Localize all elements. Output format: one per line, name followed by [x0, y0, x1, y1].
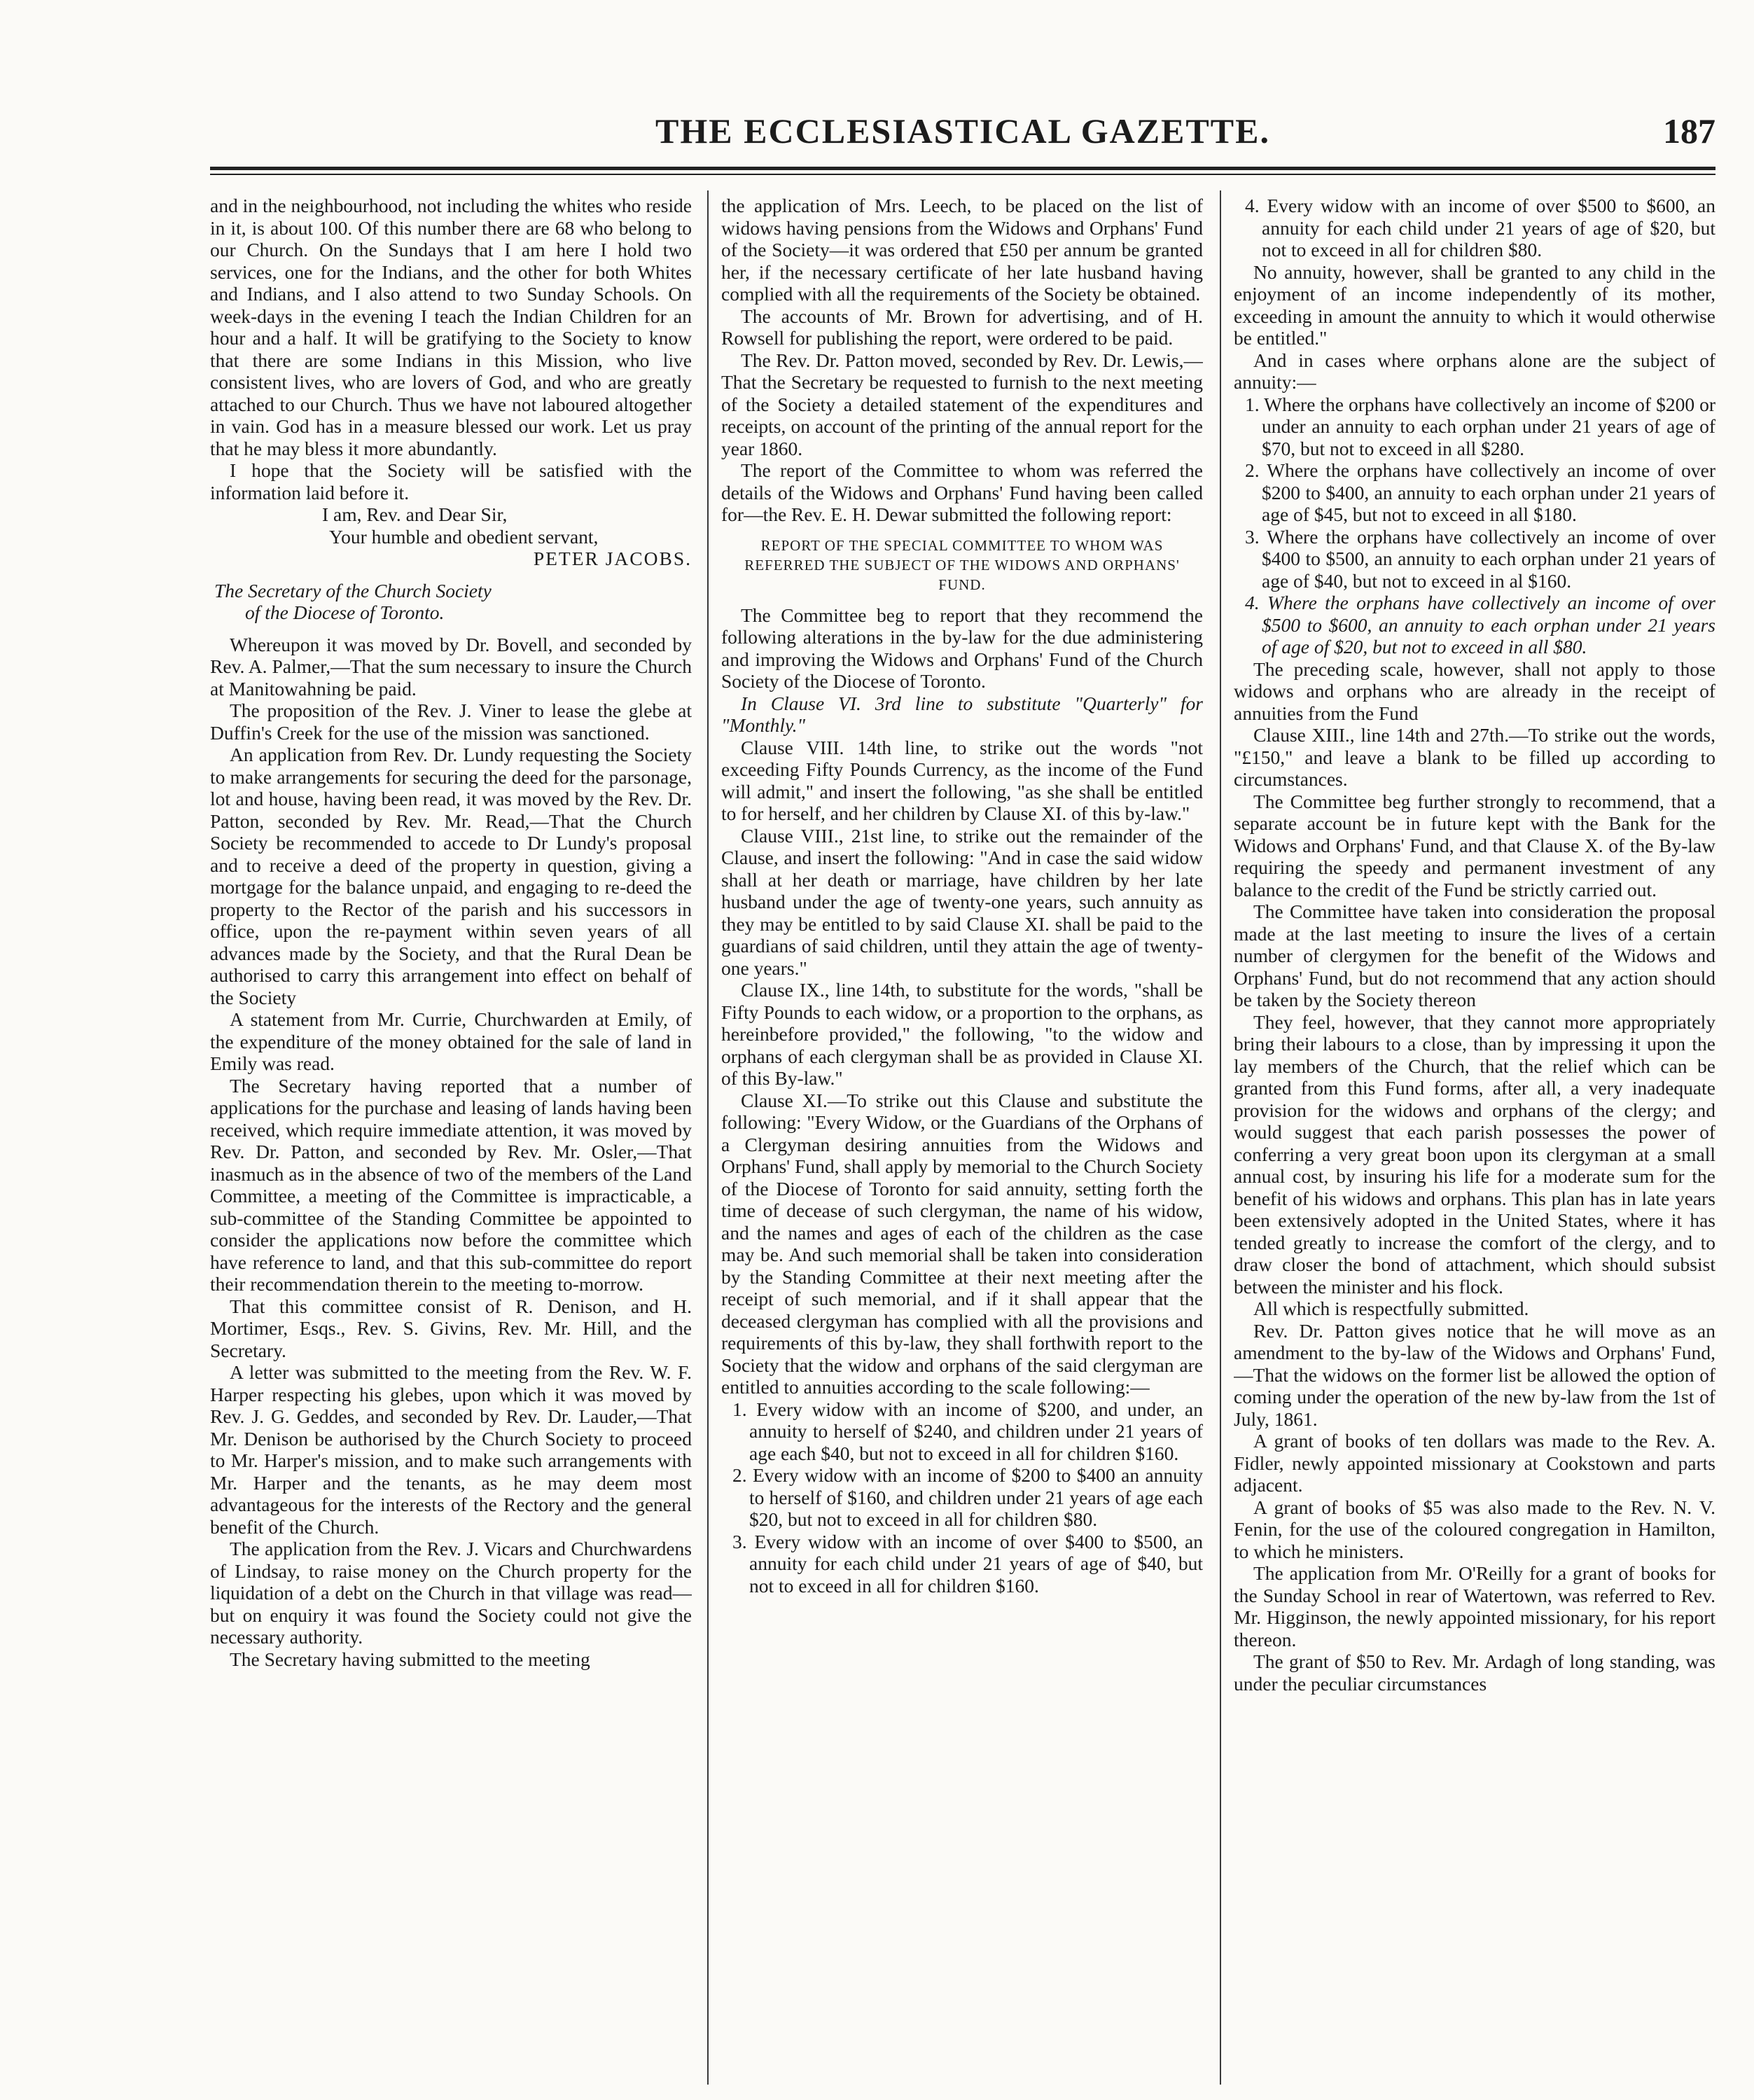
- list-item: 1. Where the orphans have collectively an income of $200 or under an annuity to each orphan under 21 years of age of $70, but not to exceed in all $280.: [1245, 393, 1715, 459]
- list-item: 4. Every widow with an income of over $500 to $600, an annuity for each child under 21 years of age of $20, but not to exceed in all for children $80.: [1245, 195, 1715, 260]
- column-divider-right: [1220, 190, 1221, 2085]
- paragraph: All which is respectfully submitted.: [1253, 1298, 1529, 1319]
- report-heading: REPORT OF THE SPECIAL COMMITTEE TO WHOM WAS REFERRED THE SUBJECT OF THE WIDOWS AND ORPHANS' FUND.: [744, 536, 1180, 593]
- paragraph: A grant of books of $5 was also made to the Rev. N. V. Fenin, for the use of the coloured congregation in Hamilton, to which he ministers.: [1234, 1496, 1715, 1562]
- paragraph: the application of Mrs. Leech, to be placed on the list of widows having pensions from the Widows and Orphans' Fund of the Society—it was ordered that £50 per annum be granted her, if the necessary certificate of her late husband having complied with all the requirements of the Society be obtained.: [721, 195, 1203, 305]
- paragraph: And in cases where orphans alone are the subject of annuity:—: [1234, 349, 1715, 393]
- paragraph: The Committee beg to report that they recommend the following alterations in the by-law for the due administering and improving the Widows and Orphans' Fund of the Church Society of the Diocese of Toronto.: [721, 604, 1203, 692]
- list-item: 3. Every widow with an income of over $400 to $500, an annuity for each child under 21 years of age of $40, but not to exceed in all for children $160.: [732, 1530, 1203, 1597]
- page-number: 187: [1663, 111, 1715, 151]
- paragraph: Clause VIII., 21st line, to strike out the remainder of the Clause, and insert the following: "And in case the said widow shall at her death or marriage, have children by her late husband under the age of twenty-one years, such annuity as they may be entitled to by said Clause XI. shall be paid to the guardians of said children, until they attain the age of twenty-one years.": [721, 824, 1203, 979]
- paragraph: No annuity, however, shall be granted to any child in the enjoyment of an income independently of its mother, exceeding in amount the annuity to which it would otherwise be entitled.": [1234, 260, 1715, 349]
- paragraph: The proposition of the Rev. J. Viner to lease the glebe at Duffin's Creek for the use of the mission was sanctioned.: [210, 700, 692, 744]
- header-rule-thick: [210, 167, 1715, 170]
- paragraph: A statement from Mr. Currie, Churchwarden at Emily, of the expenditure of the money obtained for the sale of land in Emily was read.: [210, 1008, 692, 1074]
- paragraph: Clause XI.—To strike out this Clause and substitute the following: "Every Widow, or the Guardians of the Orphans of a Clergyman desiring annuities from the Widows and Orphans' Fund, shall apply by memorial to the Church Society of the Diocese of Toronto for said annuity, setting forth the time of decease of such clergyman, the name of his widow, and the names and ages of each of the children as the case may be. And such memorial shall be taken into consideration by the Standing Committee at their next meeting after the receipt of such memorial, and if it shall appear that the deceased clergyman has complied with all the provisions and requirements of this by-law, they shall forthwith report to the Society that the widow and orphans of the said clergyman are entitled to annuities according to the scale following:—: [721, 1089, 1203, 1398]
- gazette-title: THE ECCLESIASTICAL GAZETTE.: [655, 111, 1270, 151]
- paragraph: The grant of $50 to Rev. Mr. Ardagh of long standing, was under the peculiar circumstances: [1234, 1650, 1715, 1695]
- page-header: [210, 105, 1715, 161]
- paragraph: The application from the Rev. J. Vicars and Churchwardens of Lindsay, to raise money on the Church property for the liquidation of a debt on the Church in that village was read—but on enquiry it was found the Society could not give the necessary authority.: [210, 1538, 692, 1648]
- list-item: 1. Every widow with an income of $200, and under, an annuity to herself of $240, and children under 21 years of age each $40, but not to exceed in all for children $160.: [732, 1398, 1203, 1464]
- list-item: 2. Where the orphans have collectively an income of over $200 to $400, an annuity to each orphan under 21 years of age of $45, but not to exceed in all $180.: [1245, 459, 1715, 525]
- letter-salutation: I am, Rev. and Dear Sir,: [322, 503, 508, 525]
- column-2: [721, 195, 1203, 2085]
- paragraph: That this committee consist of R. Denison, and H. Mortimer, Esqs., Rev. S. Givins, Rev. Mr. Hill, and the Secretary.: [210, 1295, 692, 1361]
- paragraph: I hope that the Society will be satisfied with the information laid before it.: [210, 459, 692, 503]
- paragraph: Clause IX., line 14th, to substitute for the words, "shall be Fifty Pounds to each widow, or a proportion to the orphans, as hereinbefore provided," the following, "to the widow and orphans of each clergyman shall be as provided in Clause XI. of this By-law.": [721, 979, 1203, 1089]
- paragraph: A grant of books of ten dollars was made to the Rev. A. Fidler, newly appointed missionary at Cookstown and parts adjacent.: [1234, 1430, 1715, 1496]
- paragraph: The report of the Committee to whom was referred the details of the Widows and Orphans' Fund having been called for—the Rev. E. H. Dewar submitted the following report:: [721, 459, 1203, 525]
- paragraph: The Secretary having submitted to the meeting: [230, 1648, 590, 1670]
- paragraph: The Committee beg further strongly to recommend, that a separate account be in future kept with the Bank for the Widows and Orphans' Fund, and that Clause X. of the By-law requiring the speedy and permanent investment of any balance to the credit of the Fund be strictly carried out.: [1234, 790, 1715, 901]
- paragraph: Clause XIII., line 14th and 27th.—To strike out the words, "£150," and leave a blank to be filled up according to circumstances.: [1234, 724, 1715, 790]
- column-3: [1234, 195, 1715, 2085]
- paragraph: The Rev. Dr. Patton moved, seconded by Rev. Dr. Lewis,—That the Secretary be requested to furnish to the next meeting of the Society a detailed statement of the expenditures and receipts, on account of the printing of the annual report for the year 1860.: [721, 349, 1203, 459]
- paragraph: Whereupon it was moved by Dr. Bovell, and seconded by Rev. A. Palmer,—That the sum necessary to insure the Church at Manitowahning be paid.: [210, 633, 692, 700]
- list-item: 3. Where the orphans have collectively an income of over $400 to $500, an annuity to each orphan under 21 years of age of $40, but not to exceed in al $160.: [1245, 525, 1715, 592]
- paragraph: The Secretary having reported that a number of applications for the purchase and leasing of lands having been received, which require immediate attention, it was moved by Rev. Dr. Patton, and seconded by Rev. Mr. Osler,—That inasmuch as in the absence of two of the members of the Land Committee, a meeting of the Committee is impracticable, a sub-committee of the Standing Committee be appointed to consider the applications now before the committee which have reference to land, and that this sub-committee do report their recommendation therein to the meeting to-morrow.: [210, 1074, 692, 1295]
- paragraph: The application from Mr. O'Reilly for a grant of books for the Sunday School in rear of Watertown, was referred to Rev. Mr. Higginson, the newly appointed missionary, for his report thereon.: [1234, 1562, 1715, 1650]
- paragraph: An application from Rev. Dr. Lundy requesting the Society to make arrangements for securing the deed for the parsonage, lot and house, having been read, it was moved by the Rev. Dr. Patton, seconded by Rev. Mr. Read,—That the Church Society be recommended to accede to Dr Lundy's proposal and to receive a deed of the property in question, giving a mortgage for the balance unpaid, and engaging to re-deed the property to the Rector of the parish and his successors in office, upon the re-payment within seven years of all advances made by the Society, and that the Rural Dean be authorised to carry this arrangement into effect on behalf of the Society: [210, 744, 692, 1008]
- letter-addressee-line-2: of the Diocese of Toronto.: [245, 602, 445, 623]
- paragraph: They feel, however, that they cannot more appropriately bring their labours to a close, than by impressing it upon the lay members of the Church, that the relief which can be granted from this Fund forms, after all, a very inadequate provision for the widows and orphans of the clergy; and would suggest that each parish possesses the power of conferring a very great boon upon its clergyman at a small annual cost, by insuring his life for a moderate sum for the benefit of his widows and orphans. This plan has in late years been extensively adopted in the United States, where it has tended greatly to increase the comfort of the clergy, and to draw closer the bond of attachment, which should subsist between the minister and his flock.: [1234, 1010, 1715, 1298]
- letter-signature: PETER JACOBS.: [533, 548, 692, 569]
- letter-addressee: The Secretary of the Church Society: [214, 579, 492, 602]
- paragraph: In Clause VI. 3rd line to substitute "Quarterly" for "Monthly.": [721, 692, 1203, 736]
- letter-closing: Your humble and obedient servant,: [329, 525, 599, 548]
- paragraph: The preceding scale, however, shall not apply to those widows and orphans who are already in the receipt of annuities from the Fund: [1234, 658, 1715, 724]
- paragraph: The Committee have taken into consideration the proposal made at the last meeting to insure the lives of a certain number of clergymen for the benefit of the Widows and Orphans' Fund, but do not recommend that any action should be taken by the Society thereon: [1234, 901, 1715, 1010]
- paragraph: and in the neighbourhood, not including the whites who reside in it, is about 100. Of this number there are 68 who belong to our Church. On the Sundays that I am here I hold two services, one for the Indians, and the other for both Whites and Indians, and I also attend to two Sunday Schools. On week-days in the evening I teach the Indian Children for an hour and a half. It will be gratifying to the Society to know that there are some Indians in this Mission, who live consistent lives, who are lovers of God, and who are greatly attached to our Church. Thus we have not laboured altogether in vain. God has in a measure blessed our work. Let us pray that he may bless it more abundantly.: [210, 195, 692, 459]
- paragraph: A letter was submitted to the meeting from the Rev. W. F. Harper respecting his glebes, upon which it was moved by Rev. J. G. Geddes, and seconded by Rev. Dr. Lauder,—That Mr. Denison be authorised by the Church Society to proceed to Mr. Harper's mission, and to make such arrangements with Mr. Harper and the tenants, as he may deem most advantageous for the interests of the Rectory and the general benefit of the Church.: [210, 1361, 692, 1538]
- header-rule-thin: [210, 174, 1715, 175]
- paragraph: Rev. Dr. Patton gives notice that he will move as an amendment to the by-law of the Widows and Orphans' Fund,—That the widows on the former list be allowed the option of coming under the operation of the new by-law from the 1st of July, 1861.: [1234, 1319, 1715, 1430]
- column-divider-left: [707, 190, 709, 2085]
- list-item: 2. Every widow with an income of $200 to $400 an annuity to herself of $160, and children under 21 years of age each $20, but not to exceed in all for children $80.: [732, 1464, 1203, 1530]
- column-1: [210, 195, 692, 2085]
- paragraph: The accounts of Mr. Brown for advertising, and of H. Rowsell for publishing the report, were ordered to be paid.: [721, 305, 1203, 349]
- paragraph: Clause VIII. 14th line, to strike out the words "not exceeding Fifty Pounds Currency, as the income of the Fund will admit," and insert the following, "as she shall be entitled to for herself, and her children by Clause XI. of this by-law.": [721, 736, 1203, 824]
- list-item: 4. Where the orphans have collectively an income of over $500 to $600, an annuity to each orphan under 21 years of age of $20, but not to exceed in all $80.: [1245, 592, 1715, 658]
